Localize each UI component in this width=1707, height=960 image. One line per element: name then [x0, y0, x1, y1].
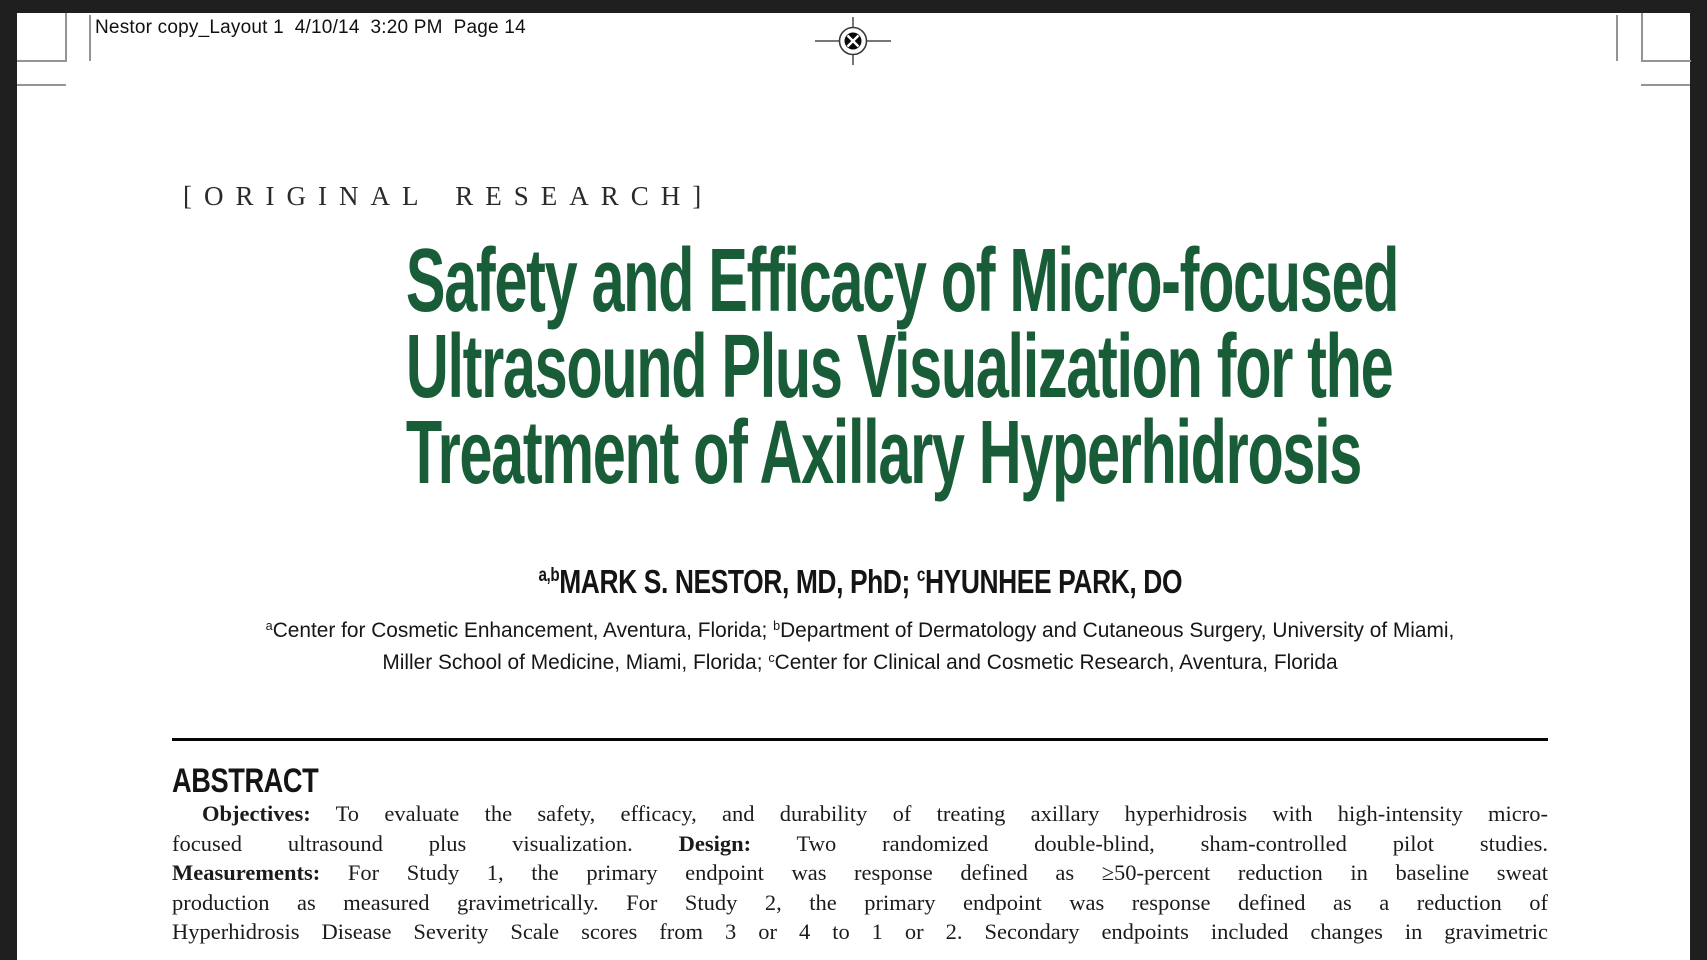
section-kicker: [ORIGINAL RESEARCH]: [183, 181, 714, 211]
crop-mark-top-left-horizontal: [17, 84, 66, 86]
registration-mark-icon: [813, 13, 893, 69]
title-line-1: Safety and Efficacy of Micro-focused: [405, 231, 1399, 331]
abstract-text: [172, 799, 1548, 947]
section-rule: [172, 738, 1548, 741]
abstract-line-text: Two randomized double-blind, sham-controlled pilot studies.: [751, 830, 1548, 856]
byline-text: [538, 563, 1182, 601]
byline: [172, 563, 1548, 601]
article-title: [172, 231, 1548, 503]
frame-top-bar: [0, 0, 1707, 13]
affiliation-line-2: [193, 644, 1528, 676]
crop-mark-top-right-box: [1641, 13, 1691, 62]
affiliation-superscript: b: [773, 618, 781, 633]
abstract-run-in-label: Objectives:: [202, 801, 311, 826]
abstract-line-text: focused ultrasound plus visualization.: [172, 830, 679, 856]
author-name: MARK S. NESTOR, MD, PhD;: [558, 563, 917, 600]
frame-right-bar: [1690, 0, 1707, 960]
abstract-line: [172, 858, 1548, 888]
title-line-3: Treatment of Axillary Hyperhidrosis: [405, 403, 1362, 503]
abstract-line-text: Hyperhidrosis Disease Severity Scale scores from 3 or 4 to 1 or 2. Secondary endpoints included changes in gravimetric: [172, 919, 1548, 944]
abstract-run-in-label: Design:: [678, 830, 752, 856]
proof-slug-line: Nestor copy_Layout 1 4/10/14 3:20 PM Page 14: [95, 17, 526, 38]
crop-mark-top-right-vertical: [1616, 15, 1618, 61]
abstract-heading: ABSTRACT: [172, 762, 319, 800]
abstract-line-text: production as measured gravimetrically. For Study 2, the primary endpoint was response defined as a reduction of: [172, 889, 1548, 915]
abstract-line: [172, 829, 1548, 859]
affiliation-text: Center for Clinical and Cosmetic Research, Aventura, Florida: [774, 650, 1338, 674]
affiliations: [172, 612, 1548, 676]
crop-mark-top-left-box: [17, 13, 67, 62]
crop-mark-top-right-horizontal: [1641, 84, 1690, 86]
abstract-run-in-label: Measurements:: [172, 860, 321, 885]
affiliation-superscript: c: [768, 650, 775, 665]
affiliation-text: Department of Dermatology and Cutaneous Surgery, University of Miami,: [780, 618, 1455, 642]
affiliation-text: Center for Cosmetic Enhancement, Aventura, Florida;: [272, 618, 774, 642]
abstract-line-text: For Study 1, the primary endpoint was response defined as ≥50-percent reduction in baseline sweat: [320, 860, 1548, 885]
author-superscript: a,b: [538, 565, 559, 586]
abstract-line: [172, 799, 1548, 829]
affiliation-text: Miller School of Medicine, Miami, Florida;: [382, 650, 769, 674]
abstract-line: [172, 888, 1548, 918]
affiliation-line-1: [193, 612, 1528, 644]
affiliation-superscript: a: [265, 618, 273, 633]
abstract-line-text: To evaluate the safety, efficacy, and durability of treating axillary hyperhidrosis with high-intensity micro-: [310, 801, 1548, 826]
crop-mark-top-left-vertical: [89, 15, 91, 61]
author-name: HYUNHEE PARK, DO: [924, 563, 1182, 600]
title-line-2: Ultrasound Plus Visualization for the: [405, 317, 1393, 417]
frame-left-bar: [0, 0, 17, 960]
author-superscript: c: [916, 565, 925, 586]
abstract-line: [172, 917, 1548, 947]
